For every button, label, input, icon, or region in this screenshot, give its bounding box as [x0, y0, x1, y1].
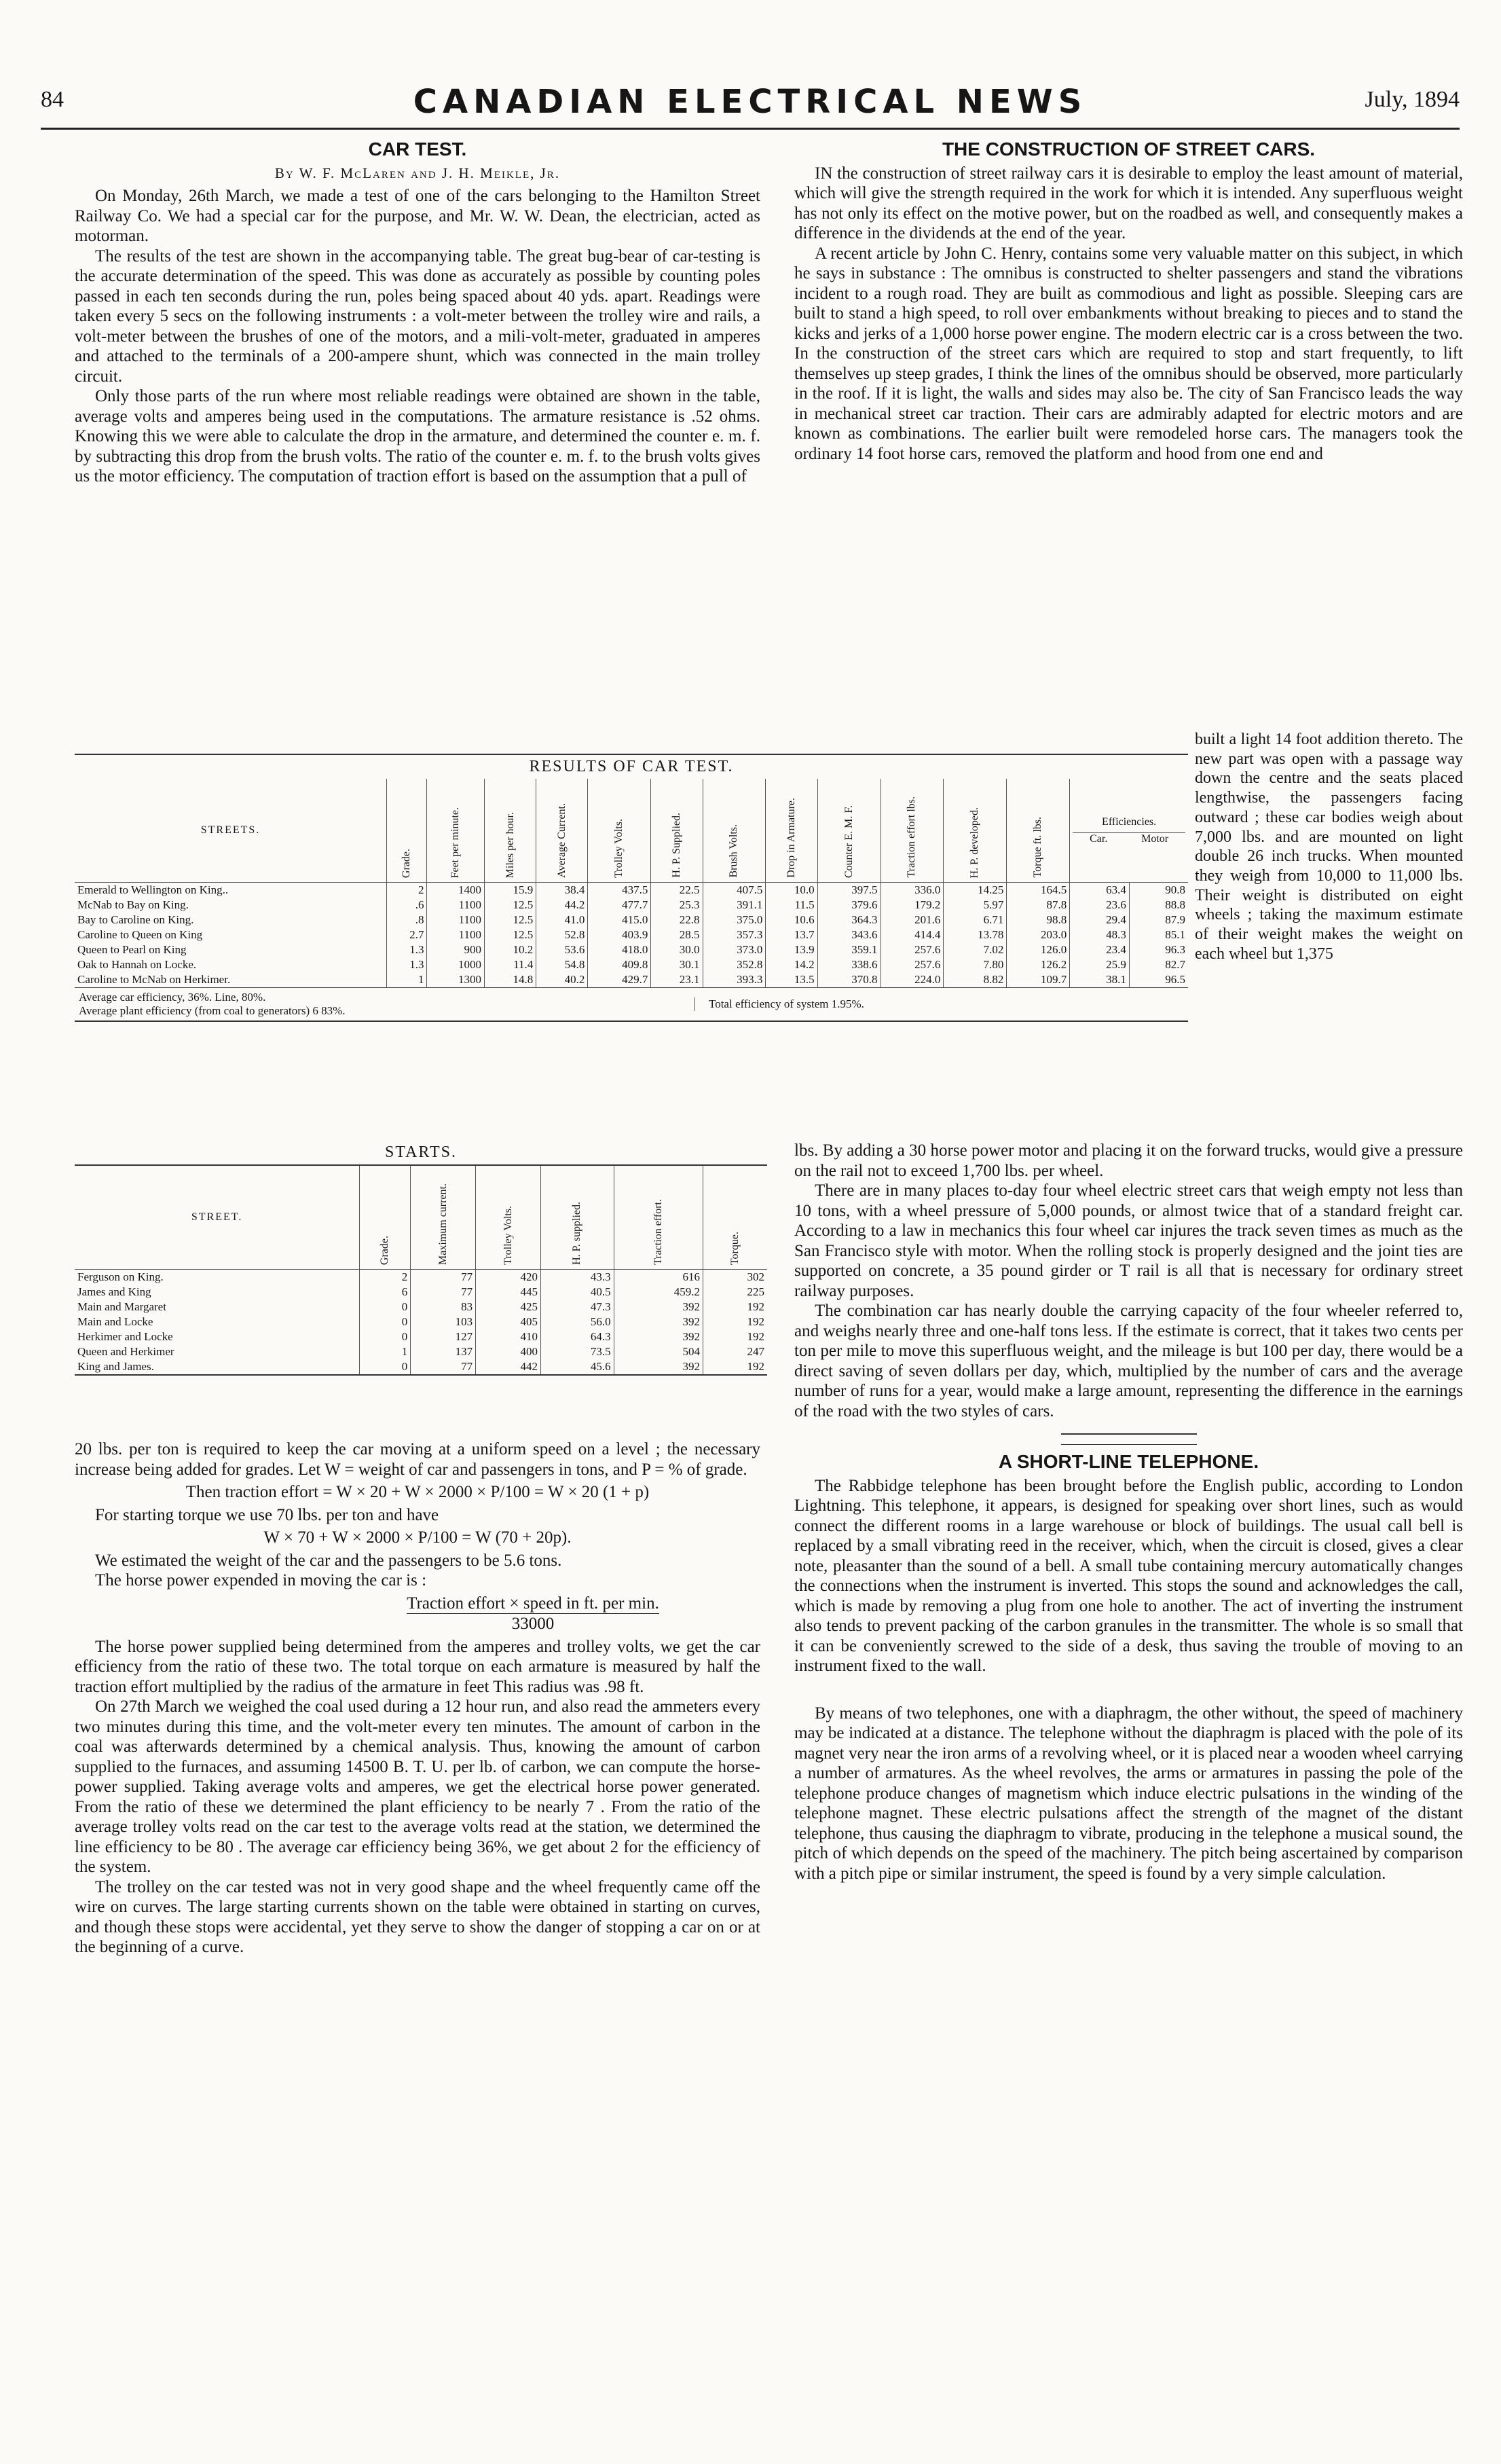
- table-cell: 7.02: [944, 942, 1007, 957]
- table-cell: 392: [614, 1329, 703, 1344]
- table-cell: 373.0: [703, 942, 766, 957]
- paragraph: There are in many places to-day four wheel electric street cars that weigh empty not less than 10 tons, with a wheel pressure of 5,000 pounds, or almost twice that of a standard freight car. According to a law in mechanics this four wheel car injures the track seven times as much as the San Francisco style with motor. When the rolling stock is properly designed and the joint ties are supported on concrete, a 35 pound girder or T rail is all that is necessary for ordinary street railway purposes.: [794, 1181, 1463, 1300]
- table-cell: 257.6: [881, 942, 944, 957]
- table-cell: 409.8: [588, 957, 651, 972]
- table-row: [75, 1314, 767, 1329]
- table-cell: 392: [614, 1359, 703, 1374]
- table-cell: 410: [476, 1329, 541, 1344]
- table-cell: 13.5: [766, 972, 817, 987]
- column-header: Car.: [1090, 832, 1108, 845]
- footnote: Average plant efficiency (from coal to generators) 6 83%.: [79, 1004, 346, 1017]
- car-test-article-bottom: [75, 1439, 760, 1957]
- table-cell: 0: [360, 1359, 411, 1374]
- table-cell: 23.6: [1070, 898, 1130, 913]
- column-header: Torque.: [728, 1231, 741, 1265]
- table-cell: 504: [614, 1344, 703, 1359]
- table-cell: 257.6: [881, 957, 944, 972]
- table-cell: 47.3: [541, 1300, 614, 1314]
- table-cell: 375.0: [703, 913, 766, 927]
- table-cell: .8: [387, 913, 427, 927]
- column-header: Drop in Armature.: [785, 798, 797, 878]
- table-cell: 192: [703, 1329, 767, 1344]
- table-cell: 2.7: [387, 927, 427, 942]
- table-cell: 12.5: [485, 898, 536, 913]
- table-cell: 459.2: [614, 1285, 703, 1300]
- table-cell: 83: [411, 1300, 476, 1314]
- equation: W × 70 + W × 2000 × P/100 = W (70 + 20p).: [263, 1528, 572, 1547]
- paragraph: We estimated the weight of the car and the passengers to be 5.6 tons.: [95, 1551, 562, 1570]
- table-cell: 192: [703, 1314, 767, 1329]
- street-cars-article-top: [794, 139, 1463, 464]
- street-cars-title: THE CONSTRUCTION OF STREET CARS.: [942, 139, 1316, 160]
- table-row: [75, 913, 1188, 927]
- table-row: [75, 1344, 767, 1359]
- table-cell: 30.0: [651, 942, 703, 957]
- table-cell: 38.4: [536, 883, 588, 898]
- table-cell: 6.71: [944, 913, 1007, 927]
- starts-table: [75, 1141, 767, 1376]
- table-cell: 407.5: [703, 883, 766, 898]
- table-cell: 54.8: [536, 957, 588, 972]
- row-label: Queen and Herkimer: [77, 1345, 174, 1358]
- table-cell: 393.3: [703, 972, 766, 987]
- results-table-caption: RESULTS OF CAR TEST.: [529, 758, 734, 775]
- table-cell: 48.3: [1070, 927, 1130, 942]
- footnote: Average car efficiency, 36%. Line, 80%.: [79, 991, 266, 1004]
- paragraph: On Monday, 26th March, we made a test of one of the cars belonging to the Hamilton Street Railway Co. We had a special car for the purpose, and Mr. W. W. Dean, the electrician, acted as motorman.: [75, 187, 760, 245]
- table-cell: 73.5: [541, 1344, 614, 1359]
- table-cell: 13.7: [766, 927, 817, 942]
- table-cell: 28.5: [651, 927, 703, 942]
- table-cell: 77: [411, 1270, 476, 1285]
- table-cell: 10.6: [766, 913, 817, 927]
- table-cell: 126.2: [1007, 957, 1070, 972]
- results-table-footer: [75, 987, 1188, 1020]
- table-cell: 445: [476, 1285, 541, 1300]
- efficiencies-header: Efficiencies.: [1102, 815, 1157, 828]
- paragraph: By means of two telephones, one with a diaphragm, the other without, the speed of machinery may be indicated at a distance. The telephone without the diaphragm is placed with the pole of its magnet very near the iron arms of a revolving wheel, or it is placed near a wooden wheel carrying a number of armatures. As the wheel revolves, the arms or armatures in passing the pole of the telephone produce changes of magnetism which induce electric pulsations in the winding of the telephone magnet. These electric pulsations affect the strength of the magnet of the distant telephone, thus causing the diaphragm to vibrate, producing in the telephone a musical sound, the pitch of which depends on the speed of the machinery. The pitch being ascertained by comparison with a pitch pipe or similar instrument, the speed is found by a very simple calculation.: [794, 1704, 1463, 1883]
- column-header: Trolley Volts.: [502, 1206, 514, 1265]
- paragraph: On 27th March we weighed the coal used during a 12 hour run, and also read the ammeters every two minutes during this time, and the volt-meter every ten minutes. The amount of carbon in the coal was afterwards determined by a chemical analysis. Thus, knowing the amount of carbon supplied to the furnaces, and assuming 14500 B. T. U. per lb. of carbon, we can compute the horse-power supplied. Taking average volts and amperes, we get the electrical horse power generated. From the ratio of these we determined the plant efficiency to be nearly 7 . From the ratio of the average trolley volts read on the car test to the average volts read at the station, we determined the line efficiency to be 80 . The average car efficiency being 36%, we get about 2 for the efficiency of the system.: [75, 1697, 760, 1876]
- column-header: Feet per minute.: [449, 807, 462, 878]
- table-cell: 98.8: [1007, 913, 1070, 927]
- paragraph: IN the construction of street railway cars it is desirable to employ the least amount of material, which will give the strength required in the work for which it is intended. Any superfluous weight has not only its effect on the motive power, but on the roadbed as well, and consequently makes a difference in the dividends at the end of the year.: [794, 164, 1463, 242]
- paragraph: Only those parts of the run where most reliable readings were obtained are shown in the table, average volts and amperes being used in the computations. The armature resistance is .52 ohms. Knowing this we were able to calculate the drop in the armature, and determined the counter e. m. f. by subtracting this drop from the brush volts. The ratio of the counter e. m. f. to the brush volts gives us the motor efficiency. The computation of traction effort is based on the assumption that a pull of: [75, 387, 760, 485]
- table-row: [75, 1285, 767, 1300]
- table-cell: 12.5: [485, 913, 536, 927]
- table-cell: 90.8: [1129, 883, 1188, 898]
- car-test-title: CAR TEST.: [368, 139, 467, 160]
- table-cell: 64.3: [541, 1329, 614, 1344]
- table-cell: 336.0: [881, 883, 944, 898]
- table-cell: 1400: [427, 883, 485, 898]
- table-cell: 392: [614, 1314, 703, 1329]
- results-table-body: [75, 883, 1188, 988]
- table-cell: 38.1: [1070, 972, 1130, 987]
- table-cell: 44.2: [536, 898, 588, 913]
- table-cell: 8.82: [944, 972, 1007, 987]
- row-label: Caroline to McNab on Herkimer.: [77, 973, 231, 986]
- table-cell: 87.9: [1129, 913, 1188, 927]
- table-cell: 82.7: [1129, 957, 1188, 972]
- column-header: Maximum current.: [437, 1183, 449, 1265]
- table-cell: 477.7: [588, 898, 651, 913]
- results-table: [75, 754, 1188, 1022]
- table-cell: 1100: [427, 927, 485, 942]
- column-header: Average Current.: [555, 803, 568, 878]
- table-cell: 45.6: [541, 1359, 614, 1374]
- paragraph: The Rabbidge telephone has been brought before the English public, according to London Lightning. This telephone, it appears, is designed for speaking over short lines, such as would connect the different rooms in a large warehouse or block of buildings. The usual call bell is replaced by a small vibrating reed in the receiver, which, when the circuit is closed, gives a clear note, pleasanter than the sound of a bell. A small tube containing mercury automatically changes the connections when the instrument is inverted. This stops the sound and acknowledges the call, which is made by removing a plug from one hole to another. The act of inverting the instrument also tends to prevent packing of the carbon granules in the transmitter. The whole is so small that it can be conveniently screwed to the side of a desk, thus saving the trouble of moving to an instrument fixed to the wall.: [794, 1476, 1463, 1675]
- table-cell: 1: [360, 1344, 411, 1359]
- table-cell: 414.4: [881, 927, 944, 942]
- table-cell: 40.2: [536, 972, 588, 987]
- table-cell: 96.3: [1129, 942, 1188, 957]
- table-cell: 96.5: [1129, 972, 1188, 987]
- paragraph: built a light 14 foot addition thereto. The new part was open with a passage way down the centre and the seats placed lengthwise, the passengers facing outward ; these car bodies weigh about 7,000 lbs. and are mounted on light double 26 inch trucks. When mounted they weigh from 10,000 to 11,000 lbs. Their weight is distributed on eight wheels ; taking the maximum estimate of their weight makes the weight on each wheel but 1,375: [1195, 731, 1463, 963]
- table-cell: 11.4: [485, 957, 536, 972]
- row-label: Main and Locke: [77, 1315, 153, 1328]
- table-cell: 11.5: [766, 898, 817, 913]
- row-label: King and James.: [77, 1360, 154, 1373]
- table-row: [75, 1300, 767, 1314]
- column-header: Miles per hour.: [504, 811, 516, 878]
- table-cell: 900: [427, 942, 485, 957]
- table-cell: 224.0: [881, 972, 944, 987]
- table-cell: 442: [476, 1359, 541, 1374]
- paragraph: 20 lbs. per ton is required to keep the car moving at a uniform speed on a level ; the necessary increase being added for grades. Let W = weight of car and passengers in tons, and P = % of grade.: [75, 1440, 760, 1479]
- table-cell: 52.8: [536, 927, 588, 942]
- table-cell: 12.5: [485, 927, 536, 942]
- table-cell: 1: [387, 972, 427, 987]
- table-cell: 25.3: [651, 898, 703, 913]
- table-cell: 1100: [427, 913, 485, 927]
- table-cell: 88.8: [1129, 898, 1188, 913]
- paragraph: The trolley on the car tested was not in very good shape and the wheel frequently came off the wire on curves. The large starting currents shown on the table were obtained in starting on curves, and though these stops were accidental, yet they serve to show the danger of stopping a car on or at the beginning of a curve.: [75, 1877, 760, 1956]
- paragraph: lbs. By adding a 30 horse power motor and placing it on the forward trucks, would give a pressure on the rail not to exceed 1,700 lbs. per wheel.: [794, 1141, 1463, 1180]
- column-header: Brush Volts.: [728, 824, 740, 878]
- page-number: 84: [41, 87, 64, 112]
- table-cell: 225: [703, 1285, 767, 1300]
- paragraph: The horse power supplied being determined from the amperes and trolley volts, we get the car efficiency from the ratio of these two. The total torque on each armature is measured by half the traction effort multiplied by the radius of the armature in feet This radius was .98 ft.: [75, 1637, 760, 1696]
- table-cell: 43.3: [541, 1270, 614, 1285]
- table-row: [75, 883, 1188, 898]
- table-row: [75, 1270, 767, 1285]
- column-header: Counter E. M. F.: [842, 805, 855, 878]
- car-test-article-top: [75, 139, 760, 487]
- table-cell: 109.7: [1007, 972, 1070, 987]
- table-cell: 352.8: [703, 957, 766, 972]
- column-header: H. P. supplied.: [571, 1202, 583, 1265]
- row-label: Caroline to Queen on King: [77, 928, 203, 941]
- table-cell: 364.3: [817, 913, 881, 927]
- table-cell: 425: [476, 1300, 541, 1314]
- table-cell: 23.1: [651, 972, 703, 987]
- table-cell: 403.9: [588, 927, 651, 942]
- footnote: Total efficiency of system 1.95%.: [694, 997, 1184, 1011]
- table-cell: 63.4: [1070, 883, 1130, 898]
- street-cars-article-bottom: [794, 1141, 1463, 1883]
- table-cell: 343.6: [817, 927, 881, 942]
- table-cell: 192: [703, 1300, 767, 1314]
- column-header: Traction effort lbs.: [906, 796, 918, 878]
- table-cell: 400: [476, 1344, 541, 1359]
- table-cell: 397.5: [817, 883, 881, 898]
- masthead: CANADIAN ELECTRICAL NEWS: [413, 83, 1088, 121]
- starts-table-caption: STARTS.: [385, 1143, 457, 1161]
- table-cell: 1000: [427, 957, 485, 972]
- table-row: [75, 898, 1188, 913]
- table-cell: 203.0: [1007, 927, 1070, 942]
- table-cell: 0: [360, 1300, 411, 1314]
- row-label: James and King: [77, 1285, 151, 1298]
- paragraph: For starting torque we use 70 lbs. per ton and have: [95, 1505, 439, 1524]
- table-row: [75, 1329, 767, 1344]
- table-cell: 192: [703, 1359, 767, 1374]
- equation: [75, 1594, 760, 1634]
- column-header: Grade.: [401, 848, 413, 878]
- row-label: Oak to Hannah on Locke.: [77, 958, 197, 971]
- column-header: Torque ft. lbs.: [1032, 817, 1044, 878]
- row-label: Bay to Caroline on King.: [77, 913, 194, 926]
- table-cell: 164.5: [1007, 883, 1070, 898]
- table-cell: .6: [387, 898, 427, 913]
- table-cell: 14.8: [485, 972, 536, 987]
- table-cell: 13.78: [944, 927, 1007, 942]
- divider: [1061, 1433, 1197, 1445]
- column-header: Grade.: [379, 1235, 391, 1265]
- table-cell: 616: [614, 1270, 703, 1285]
- table-cell: 7.80: [944, 957, 1007, 972]
- column-header: H. P. Supplied.: [670, 813, 682, 878]
- table-cell: 103: [411, 1314, 476, 1329]
- table-cell: 22.5: [651, 883, 703, 898]
- table-cell: 1.3: [387, 942, 427, 957]
- row-label: Emerald to Wellington on King..: [77, 883, 229, 896]
- table-cell: 25.9: [1070, 957, 1130, 972]
- table-cell: 41.0: [536, 913, 588, 927]
- table-cell: 359.1: [817, 942, 881, 957]
- table-row: [75, 957, 1188, 972]
- table-cell: 15.9: [485, 883, 536, 898]
- table-cell: 137: [411, 1344, 476, 1359]
- table-cell: 405: [476, 1314, 541, 1329]
- paragraph: A recent article by John C. Henry, contains some very valuable matter on this subject, in which he says in substance : The omnibus is constructed to shelter passengers and stand the vibrations incident to a rough road. They are built as commodious and light as possible. Sleeping cars are built to stand a high speed, to roll over embankments without breaking to pieces and to stand the kicks and jerks of a 1,000 horse power engine. The modern electric car is a cross between the two. In the construction of the street cars which are required to stop and start frequently, to lift themselves up steep grades, I think the lines of the omnibus should be observed, more particularly in the roof. If it is light, the walls and sides may also be. The city of San Francisco leads the way in mechanical street car traction. Their cars are admirably adapted for electric motors and are known as combinations. The earlier built were remodeled horse cars. The managers took the ordinary 14 foot horse cars, removed the platform and hood from one end and: [794, 244, 1463, 463]
- table-cell: 126.0: [1007, 942, 1070, 957]
- table-cell: 2: [387, 883, 427, 898]
- row-label: Main and Margaret: [77, 1300, 166, 1313]
- table-cell: 53.6: [536, 942, 588, 957]
- table-cell: 56.0: [541, 1314, 614, 1329]
- issue-date: July, 1894: [1365, 87, 1460, 112]
- row-label: McNab to Bay on King.: [77, 898, 189, 911]
- table-cell: 0: [360, 1329, 411, 1344]
- table-cell: 30.1: [651, 957, 703, 972]
- table-cell: 418.0: [588, 942, 651, 957]
- table-row: [75, 942, 1188, 957]
- column-header: H. P. developed.: [969, 807, 981, 878]
- table-cell: 10.2: [485, 942, 536, 957]
- table-cell: 23.4: [1070, 942, 1130, 957]
- table-cell: 22.8: [651, 913, 703, 927]
- table-cell: 40.5: [541, 1285, 614, 1300]
- table-cell: 391.1: [703, 898, 766, 913]
- paragraph: The combination car has nearly double the carrying capacity of the four wheeler referred to, and weighs nearly three and one-half tons less. If the estimate is correct, that it takes two cents per ton per mile to move this superfluous weight, and the mileage is but 100 per day, there would be a direct saving of seven dollars per day, which, multiplied by the number of cars and the average number of runs for a year, would make a large amount, representing the difference in the earnings of the road with the two styles of cars.: [794, 1302, 1463, 1420]
- table-cell: 5.97: [944, 898, 1007, 913]
- column-header: Trolley Volts.: [613, 819, 625, 878]
- column-header: Traction effort.: [652, 1199, 664, 1265]
- street-cars-article-side: [1195, 730, 1463, 963]
- table-cell: 29.4: [1070, 913, 1130, 927]
- table-cell: 10.0: [766, 883, 817, 898]
- table-cell: 77: [411, 1285, 476, 1300]
- table-cell: 338.6: [817, 957, 881, 972]
- row-label: Ferguson on King.: [77, 1270, 164, 1283]
- table-cell: 127: [411, 1329, 476, 1344]
- table-cell: 2: [360, 1270, 411, 1285]
- table-cell: 420: [476, 1270, 541, 1285]
- table-cell: 0: [360, 1314, 411, 1329]
- equation-numerator: Traction effort × speed in ft. per min.: [407, 1594, 659, 1615]
- table-cell: 14.2: [766, 957, 817, 972]
- page-header: [41, 83, 1460, 130]
- table-cell: 77: [411, 1359, 476, 1374]
- table-cell: 87.8: [1007, 898, 1070, 913]
- table-cell: 201.6: [881, 913, 944, 927]
- table-cell: 85.1: [1129, 927, 1188, 942]
- table-cell: 415.0: [588, 913, 651, 927]
- table-cell: 179.2: [881, 898, 944, 913]
- table-cell: 247: [703, 1344, 767, 1359]
- column-header: STREETS.: [75, 779, 387, 883]
- table-cell: 1300: [427, 972, 485, 987]
- table-cell: 392: [614, 1300, 703, 1314]
- equation-denominator: 33000: [511, 1615, 555, 1633]
- table-cell: 1100: [427, 898, 485, 913]
- row-label: Herkimer and Locke: [77, 1330, 173, 1343]
- table-cell: 379.6: [817, 898, 881, 913]
- car-test-byline: By W. F. McLaren and J. H. Meikle, Jr.: [274, 164, 561, 181]
- telephone-title: A SHORT-LINE TELEPHONE.: [998, 1451, 1259, 1472]
- table-row: [75, 972, 1188, 987]
- table-cell: 370.8: [817, 972, 881, 987]
- column-header: Motor: [1141, 832, 1169, 845]
- table-cell: 429.7: [588, 972, 651, 987]
- table-cell: 6: [360, 1285, 411, 1300]
- row-label: Queen to Pearl on King: [77, 943, 187, 956]
- column-header: STREET.: [75, 1166, 360, 1270]
- table-cell: 1.3: [387, 957, 427, 972]
- paragraph: The horse power expended in moving the car is :: [95, 1571, 427, 1589]
- table-cell: 437.5: [588, 883, 651, 898]
- table-row: [75, 927, 1188, 942]
- table-row: [75, 1359, 767, 1374]
- table-cell: 13.9: [766, 942, 817, 957]
- equation: Then traction effort = W × 20 + W × 2000 × P/100 = W × 20 (1 + p): [185, 1483, 650, 1501]
- table-cell: 357.3: [703, 927, 766, 942]
- starts-table-body: [75, 1270, 767, 1375]
- table-cell: 302: [703, 1270, 767, 1285]
- table-cell: 14.25: [944, 883, 1007, 898]
- paragraph: The results of the test are shown in the accompanying table. The great bug-bear of car-testing is the accurate determination of the speed. This was done as accurately as possible by counting poles passed in each ten seconds during the run, poles being spaced about 40 yds. apart. Readings were taken every 5 secs on the following instruments : a volt-meter between the trolley wire and rails, a volt-meter between the brushes of one of the motors, and a mili-volt-meter, graduated in amperes and attached to the terminals of a 200-ampere shunt, which was connected in the main trolley circuit.: [75, 246, 760, 386]
